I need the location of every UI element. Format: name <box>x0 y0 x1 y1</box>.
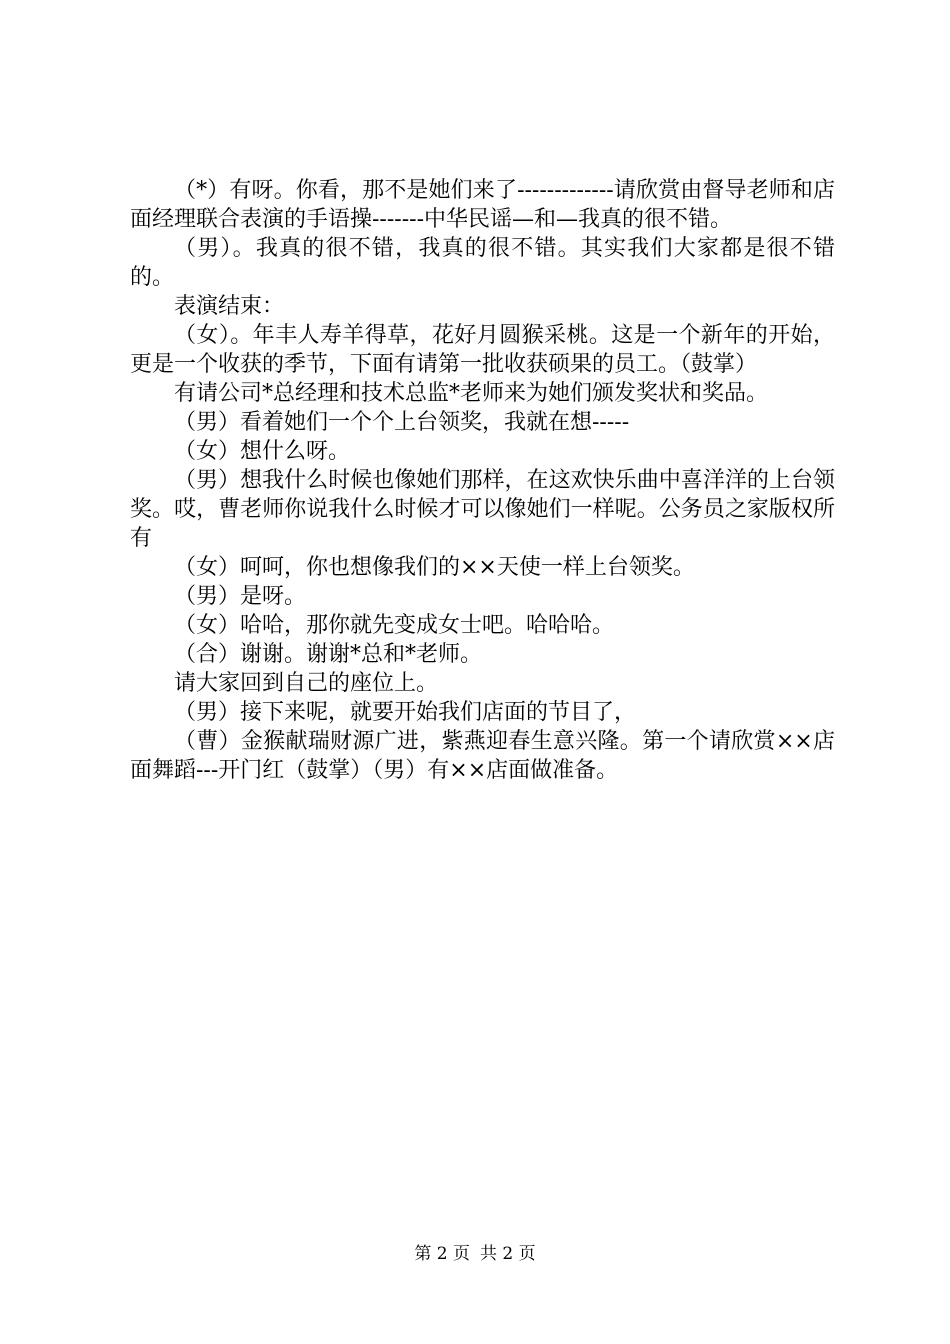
paragraph-13: 请大家回到自己的座位上。 <box>174 671 439 696</box>
paragraph-11: （女）哈哈，那你就先变成女士吧。哈哈哈。 <box>174 613 615 638</box>
paragraph-14: （男）接下来呢，就要开始我们店面的节目了， <box>174 700 637 725</box>
paragraph-10: （男）是呀。 <box>174 584 307 609</box>
paragraph-5: 有请公司*总经理和技术总监*老师来为她们颁发奖状和奖品。 <box>174 381 769 406</box>
paragraph-9: （女）呵呵，你也想像我们的××天使一样上台领奖。 <box>174 555 695 580</box>
paragraph-7: （女）想什么呀。 <box>174 439 351 464</box>
page-total: 共 2 页 <box>480 1244 536 1264</box>
paragraph-8: （男）想我什么时候也像她们那样，在这欢快乐曲中喜洋洋的上台领奖。哎，曹老师你说我什么时候才可以像她们一样呢。公务员之家版权所有 <box>130 468 835 551</box>
paragraph-3: 表演结束： <box>174 294 285 319</box>
paragraph-15: （曹）金猴献瑞财源广进，紫燕迎春生意兴隆。第一个请欣赏××店面舞蹈---开门红（鼓掌）（男）有××店面做准备。 <box>130 729 835 783</box>
document-body <box>130 176 835 785</box>
paragraph-1: （*）有呀。你看，那不是她们来了-------------请欣赏由督导老师和店面经理联合表演的手语操-------中华民谣—和—我真的很不错。 <box>130 178 835 232</box>
page-footer <box>0 1244 950 1264</box>
page-number: 第 2 页 <box>414 1244 470 1264</box>
paragraph-6: （男）看着她们一个个上台领奖，我就在想----- <box>174 410 630 435</box>
paragraph-12: （合）谢谢。谢谢*总和*老师。 <box>174 642 483 667</box>
paragraph-4: （女）。年丰人寿羊得草，花好月圆猴采桃。这是一个新年的开始，更是一个收获的季节，下面有请第一批收获硕果的员工。（鼓掌） <box>130 323 835 377</box>
paragraph-2: （男）。我真的很不错，我真的很不错。其实我们大家都是很不错的。 <box>130 236 835 290</box>
